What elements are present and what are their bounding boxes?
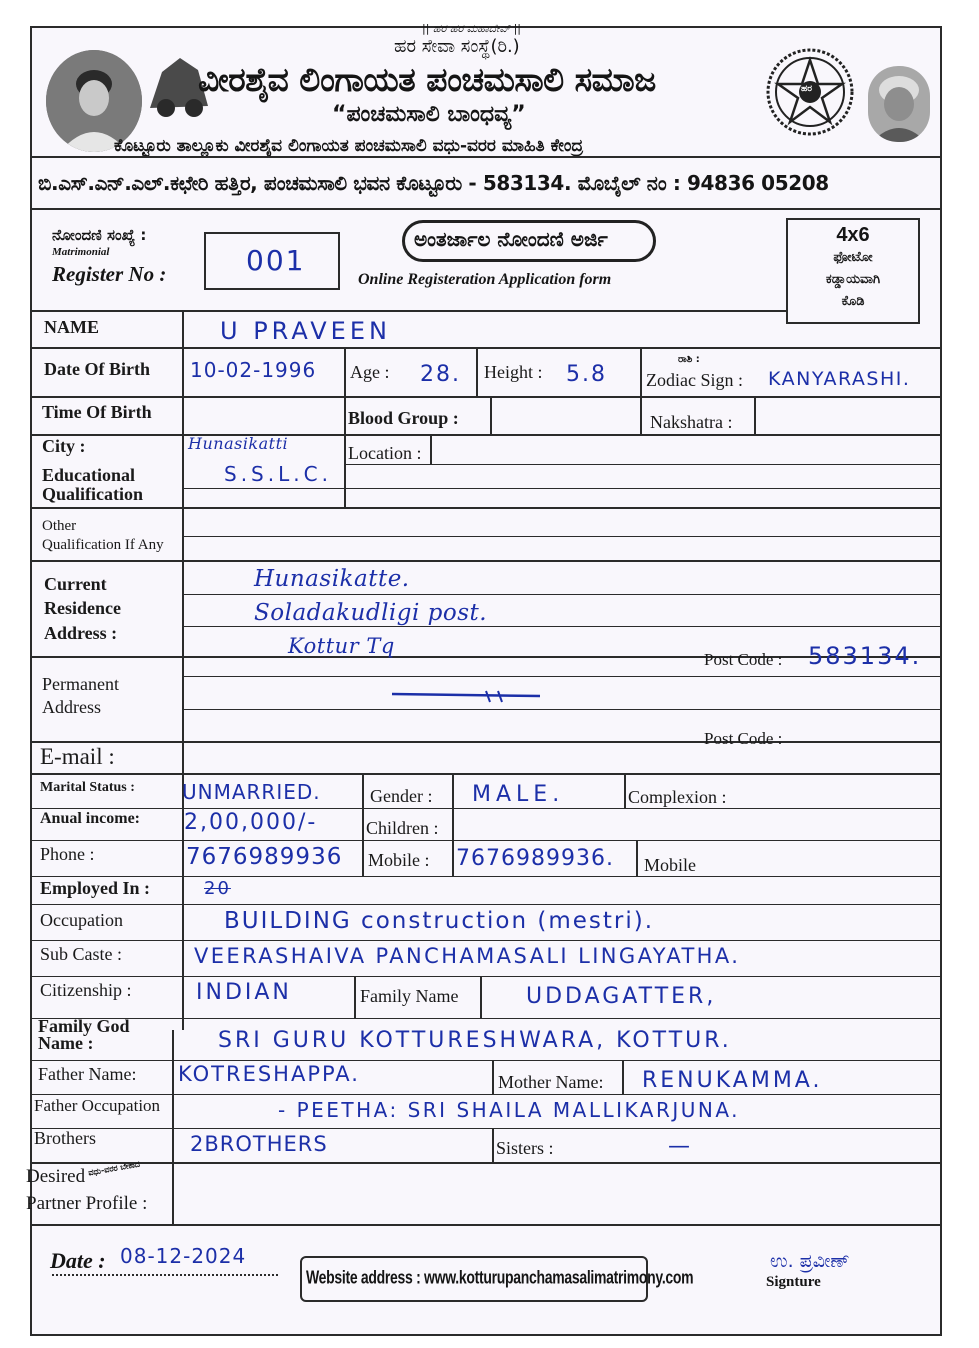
date-label: Date : [50, 1248, 106, 1273]
form-title-kn: ಅಂತರ್ಜಾಲ ನೋಂದಣಿ ಅರ್ಜಿ [414, 227, 608, 251]
label-brothers: Brothers [34, 1128, 96, 1148]
label-time-of-birth: Time Of Birth [42, 402, 152, 422]
label-gender: Gender : [370, 786, 433, 806]
value-employed: 20 [204, 878, 231, 899]
label-education-2: Qualification [42, 484, 144, 504]
label-desired-1: Desired [26, 1166, 86, 1187]
value-mobile: 7676989936. [456, 846, 614, 871]
value-phone: 7676989936 [186, 844, 343, 870]
center-title: ಕೊಟ್ಟೂರು ತಾಲ್ಲೂಕು ವೀರಶೈವ ಲಿಂಗಾಯತ ಪಂಚಮಸಾಲಿ ವಧು-ವರರ ಮಾಹಿತಿ ಕೇಂದ್ರ [114, 136, 584, 156]
date-underline [52, 1274, 278, 1276]
value-age: 28. [420, 362, 461, 387]
date-value: 08-12-2024 [120, 1244, 247, 1268]
value-city: Hunasikatti [188, 434, 289, 453]
value-mother-name: RENUKAMMA. [642, 1068, 823, 1093]
label-desired-kn: ವಧು-ವರರ ಬೇಕಾದ [87, 1159, 141, 1178]
value-brothers: 2BROTHERS [190, 1132, 328, 1156]
value-height: 5.8 [566, 362, 607, 387]
label-other-1: Other [42, 518, 77, 534]
label-family-name: Family Name [360, 986, 459, 1006]
signature-label: Signture [766, 1274, 821, 1290]
label-complexion: Complexion : [628, 787, 727, 807]
right-portrait [868, 66, 930, 142]
label-name: NAME [44, 317, 99, 337]
label-post-code: Post Code : [704, 650, 783, 669]
header-address-line: ಬಿ.ಎಸ್.ಎನ್.ಎಲ್.ಕಛೇರಿ ಹತ್ತಿರ, ಪಂಚಮಸಾಲಿ ಭವನ ಕೊಟ್ಟೂರು - 583134. ಮೊಬೈಲ್ ನಂ : 94836 05208 [38, 171, 829, 195]
label-employed: Employed In : [40, 878, 151, 898]
value-current-address-1: Hunasikatte. [254, 566, 410, 592]
website-address: Website address : www.kotturupanchamasalimatrimony.com [306, 1266, 694, 1288]
value-dob: 10-02-1996 [190, 358, 317, 382]
label-desired-2: Partner Profile : [26, 1193, 148, 1214]
value-family-god: SRI GURU KOTTURESHWARA, KOTTUR. [218, 1028, 732, 1053]
photo-box [786, 218, 920, 324]
label-location: Location : [348, 443, 422, 463]
label-permanent-2: Address [42, 697, 101, 717]
label-sub-caste: Sub Caste : [40, 944, 123, 964]
label-nakshatra: Nakshatra : [650, 412, 733, 432]
register-label-matrimonial: Matrimonial [52, 246, 110, 258]
label-current-2: Residence [44, 598, 121, 618]
label-marital: Marital Status : [40, 780, 135, 795]
label-age: Age : [350, 362, 390, 382]
header-sub-title: ಹರ ಸೇವಾ ಸಂಸ್ಥೆ(ರಿ.) [394, 36, 520, 57]
label-family-god-1: Family God [38, 1016, 130, 1036]
label-phone: Phone : [40, 844, 95, 864]
permanent-address-strike [390, 688, 544, 704]
emblem-icon [766, 48, 854, 136]
value-father-occupation: - PEETHA: SRI SHAILA MALLIKARJUNA. [278, 1098, 741, 1122]
label-income: Anual income: [40, 810, 140, 827]
label-dob: Date Of Birth [44, 359, 150, 379]
label-other-2: Qualification If Any [42, 537, 164, 553]
photo-size: 4x6 [836, 224, 870, 246]
value-gender: MALE. [472, 782, 565, 807]
value-current-address-3: Kottur Tq [288, 634, 395, 658]
main-title: ವೀರಶೈವ ಲಿಂಗಾಯತ ಪಂಚಮಸಾಲಿ ಸಮಾಜ [198, 60, 656, 99]
label-mobile: Mobile : [368, 850, 430, 870]
label-father-name: Father Name: [38, 1064, 137, 1084]
register-number-value: 001 [246, 244, 306, 277]
label-height: Height : [484, 362, 543, 382]
label-blood-group: Blood Group : [348, 408, 459, 428]
label-sisters: Sisters : [496, 1138, 554, 1158]
label-zodiac: Zodiac Sign : [646, 370, 743, 390]
emblem-text: ಹರ [801, 84, 812, 94]
label-mobile-2: Mobile [644, 855, 696, 875]
value-income: 2,00,000/- [184, 810, 318, 835]
label-current-3: Address : [44, 623, 118, 643]
signature-value: ಉ. ಪ್ರವೀಣ್ [770, 1250, 850, 1272]
register-label: Register No : [52, 262, 167, 286]
value-education: S.S.L.C. [224, 462, 332, 486]
value-father-name: KOTRESHAPPA. [178, 1062, 360, 1086]
value-occupation: BUILDING construction (mestri). [224, 908, 655, 934]
value-family-name: UDDAGATTER, [526, 984, 717, 1009]
value-current-address-2: Soladakudligi post. [254, 600, 488, 626]
value-sisters: — [668, 1134, 692, 1159]
photo-line-3: ಕೊಡಿ [841, 294, 865, 309]
label-post-code-2: Post Code : [704, 729, 783, 748]
photo-line-1: ಫೋಟೋ [833, 250, 873, 265]
label-permanent-1: Permanent [42, 674, 119, 694]
label-mother-name: Mother Name: [498, 1072, 604, 1092]
value-name: U PRAVEEN [220, 317, 391, 345]
value-post-code: 583134. [808, 642, 922, 670]
tagline: “ಪಂಚಮಸಾಲಿ ಬಾಂಧವ್ಯ” [332, 102, 526, 127]
value-zodiac: KANYARASHI. [768, 368, 911, 390]
label-citizenship: Citizenship : [40, 980, 132, 1000]
label-city: City : [42, 436, 86, 456]
photo-line-2: ಕಡ್ಡಾಯವಾಗಿ [825, 272, 881, 287]
label-email: E-mail : [40, 744, 115, 769]
label-occupation: Occupation [40, 910, 123, 930]
value-marital: UNMARRIED. [182, 780, 321, 804]
label-rashi: ರಾಶಿ : [678, 354, 700, 365]
application-form [26, 22, 942, 1336]
form-title-en: Online Registeration Application form [358, 271, 612, 288]
label-education-1: Educational [42, 465, 136, 485]
value-sub-caste: VEERASHAIVA PANCHAMASALI LINGAYATHA. [194, 944, 741, 968]
label-current-1: Current [44, 574, 107, 594]
label-family-god-2: Name : [38, 1033, 94, 1053]
label-children: Children : [366, 818, 439, 838]
header-top-line: || ಹರ ಹರ ಮಹಾದೇವ್ || [422, 22, 522, 35]
register-label-kn: ನೋಂದಣಿ ಸಂಖ್ಯೆ : [52, 226, 147, 244]
label-father-occupation: Father Occupation [34, 1096, 161, 1115]
value-citizenship: INDIAN [196, 980, 292, 1005]
